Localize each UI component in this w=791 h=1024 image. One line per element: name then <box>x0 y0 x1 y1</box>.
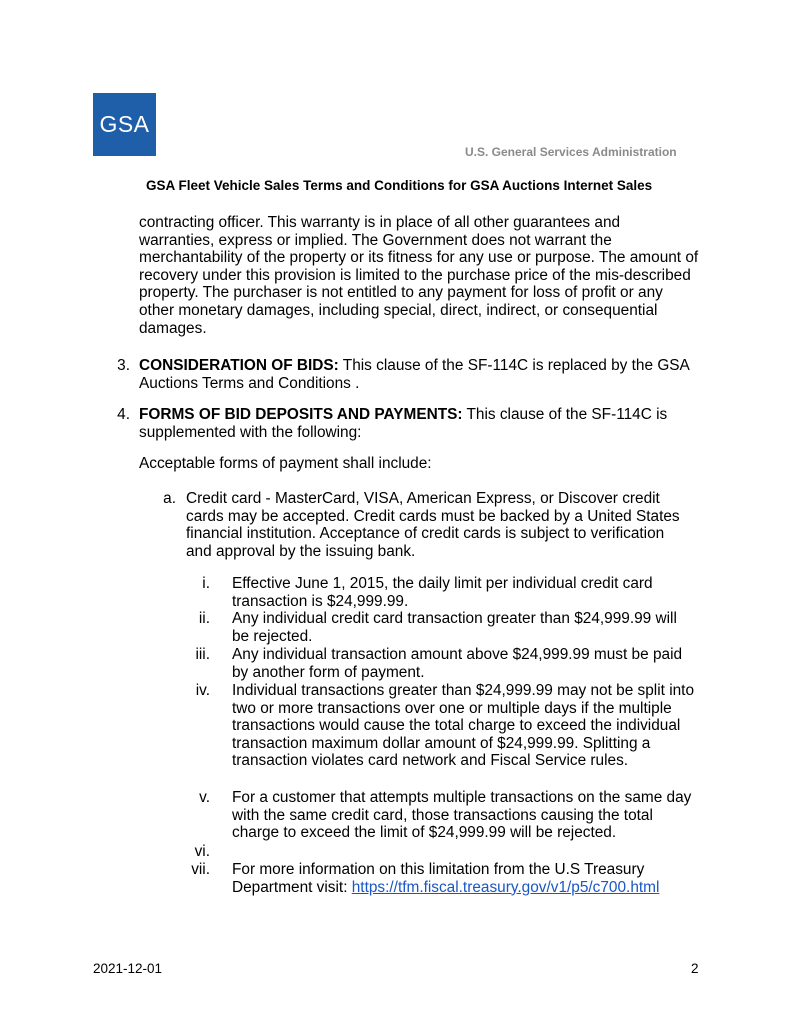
document-title: GSA Fleet Vehicle Sales Terms and Conditions for GSA Auctions Internet Sales <box>146 178 653 193</box>
subitem-v-text: For a customer that attempts multiple transactions on the same day with the same credit card, those transactions causing the total charge to exceed the limit of $24,999.99 will be rejected. <box>232 789 692 842</box>
item-3-text: This clause of the SF-114C is replaced by the GSA Auctions Terms and Conditions . <box>139 357 689 392</box>
subitem-ii-text: Any individual credit card transaction greater than $24,999.99 will be rejected. <box>232 610 677 645</box>
item-3-paragraph <box>139 357 699 392</box>
subitem-iv-label: iv. <box>195 682 210 699</box>
page-number: 2 <box>691 961 699 976</box>
logo-text: GSA <box>99 111 150 137</box>
item-4-heading: FORMS OF BID DEPOSITS AND PAYMENTS: <box>139 406 463 423</box>
subitem-i-text: Effective June 1, 2015, the daily limit per individual credit card transaction is $24,999.99. <box>232 575 653 610</box>
item-3-heading: CONSIDERATION OF BIDS: <box>139 357 339 374</box>
agency-name: U.S. General Services Administration <box>465 145 677 159</box>
subitem-iii-text: Any individual transaction amount above $24,999.99 must be paid by another form of payment. <box>232 646 683 681</box>
subitem-vii-text: For more information on this limitation from the U.S Treasury Department visit: <box>232 861 645 896</box>
item-3-number: 3. <box>117 357 130 374</box>
subitem-vii-label: vii. <box>191 861 210 878</box>
item-a-text: Credit card - MasterCard, VISA, American Express, or Discover credit cards may be accepted. Credit cards must be backed by a United States financial institution. Acceptance of credit cards is subject to verification and approval by the issuing bank. <box>186 490 680 560</box>
subitem-vi-label: vi. <box>194 843 210 860</box>
footer-date: 2021-12-01 <box>93 961 163 976</box>
treasury-link[interactable]: https://tfm.fiscal.treasury.gov/v1/p5/c700.html <box>351 878 660 896</box>
item-4-paragraph <box>139 406 699 441</box>
subitem-v-label: v. <box>199 789 210 806</box>
item-a-label: a. <box>163 490 176 507</box>
gsa-logo <box>93 93 156 156</box>
item-4-number: 4. <box>117 406 130 423</box>
subitem-i-label: i. <box>202 575 210 592</box>
subitem-iv-text: Individual transactions greater than $24,999.99 may not be split into two or more transactions over one or multiple days if the multiple transactions would cause the total charge to exceed the individual transaction maximum dollar amount of $24,999.99. Splitting a transaction violates card network and Fiscal Service rules. <box>232 682 695 770</box>
subitem-vii-paragraph <box>232 861 694 896</box>
subitem-ii-label: ii. <box>198 610 210 627</box>
subitem-iii-label: iii. <box>195 646 210 663</box>
acceptable-payments-text: Acceptable forms of payment shall include: <box>139 455 432 472</box>
intro-paragraph: contracting officer. This warranty is in place of all other guarantees and warranties, express or implied. The Government does not warrant the merchantability of the property or its fitness for any use or purpose. The amount of recovery under this provision is limited to the purchase price of the mis-described property. The purchaser is not entitled to any payment for loss of profit or any other monetary damages, including special, direct, indirect, or consequential damages. <box>139 214 699 337</box>
item-4-text: This clause of the SF-114C is supplemented with the following: <box>139 406 668 441</box>
